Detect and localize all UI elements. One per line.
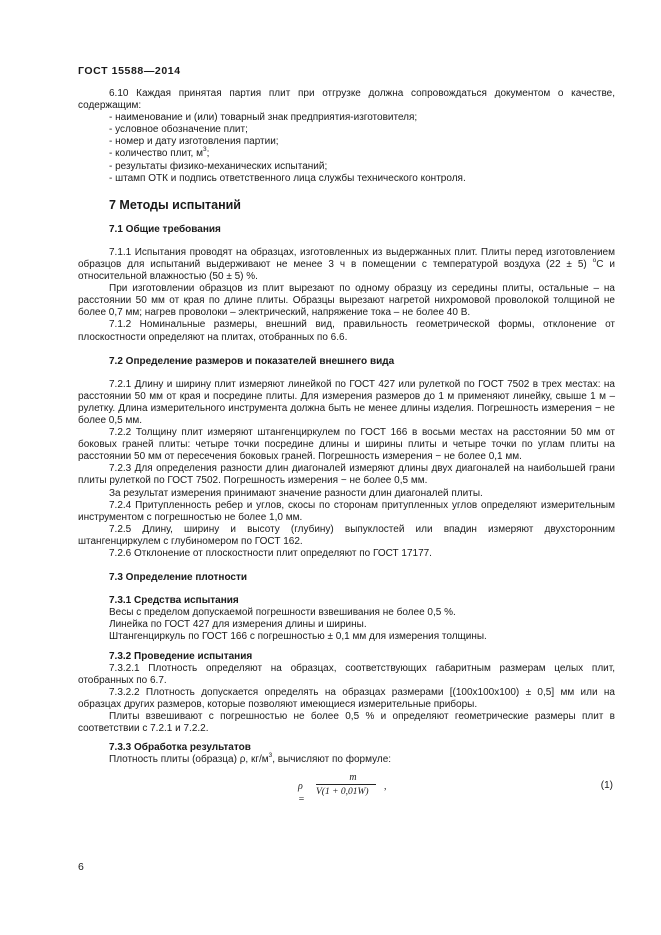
paragraph-7-2-4: 7.2.4 Притупленность ребер и углов, скосы по сторонам притупленных углов определяют измерительным инструментом с погрешностью не более 1,0 мм. [78, 499, 615, 523]
list-item-quantity [78, 148, 615, 160]
paragraph: Штангенциркуль по ГОСТ 166 с погрешностью ± 0,1 мм для измерения толщины. [109, 631, 487, 643]
paragraph-text: 7.1.1 Испытания проводят на образцах, изготовленных из выдержанных плит. Плиты перед изготовлением образцов для испытаний выдерживают не менее 3 ч в помещении с температурой воздуха (22 ± 5) [78, 246, 615, 270]
list-item: - наименование и (или) товарный знак предприятия-изготовителя; [109, 112, 418, 124]
paragraph-7-1-2: 7.1.2 Номинальные размеры, внешний вид, правильность геометрической формы, отклонение от плоскостности определяют на плитах, отобранных по 6.6. [78, 319, 615, 343]
paragraph-text: Плотность плиты (образца) ρ, кг/м [109, 754, 269, 766]
equation-number: (1) [600, 780, 613, 792]
formula-trailing-comma: , [384, 781, 387, 793]
section-6-10-intro: 6.10 Каждая принятая партия плит при отгрузке должна сопровождаться документом о качестве, содержащим: [78, 88, 615, 112]
paragraph-density-formula-intro [78, 754, 615, 766]
formula-lhs: ρ = [298, 781, 305, 805]
list-item: - условное обозначение плит; [109, 124, 248, 136]
list-item: - номер и дату изготовления партии; [109, 136, 279, 148]
subsection-7-3-3-heading: 7.3.3 Обработка результатов [109, 742, 251, 754]
document-body [78, 88, 615, 803]
formula-numerator: m [349, 772, 357, 784]
density-formula [78, 773, 615, 803]
section-7-heading: 7 Методы испытаний [109, 197, 241, 212]
paragraph-7-2-3: 7.2.3 Для определения разности длин диагоналей измеряют длины двух диагоналей на наибольшей грани плиты рулеткой по ГОСТ 7502. Погрешность измерения − не более 0,5 мм. [78, 463, 615, 487]
paragraph: Линейка по ГОСТ 427 для измерения длины и ширины. [109, 619, 367, 631]
subsection-7-3-1-heading: 7.3.1 Средства испытания [109, 595, 239, 607]
paragraph: Весы с пределом допускаемой погрешности взвешивания не более 0,5 %. [109, 607, 456, 619]
degree-superscript: о [592, 256, 597, 264]
formula-denominator: V(1 + 0,01W) [316, 787, 369, 798]
list-item: - результаты физико-механических испытаний; [109, 160, 328, 172]
paragraph: При изготовлении образцов из плит вырезают по одному образцу из середины плиты, остальные – на расстоянии 50 мм от края по длине плиты. Образцы вырезают нагретой нихромовой проволокой толщиной не более 0,7 мм; нагрев проволоки – электрический, напряжение тока – не более 40 В. [78, 283, 615, 319]
list-item: - штамп ОТК и подпись ответственного лица службы технического контроля. [109, 172, 466, 184]
paragraph: Плиты взвешивают с погрешностью не более 0,5 % и определяют геометрические размеры плит в соответствии с 7.2.1 и 7.2.2. [78, 711, 615, 735]
punctuation: ; [206, 148, 210, 160]
paragraph-7-3-2-2: 7.3.2.2 Плотность допускается определять на образцах размерами [(100х100х100) ± 0,5] мм или на образцах других размеров, которые позволяют имеющиеся измерительные приборы. [78, 686, 615, 710]
subsection-7-2-heading: 7.2 Определение размеров и показателей внешнего вида [109, 355, 395, 367]
fraction-bar [316, 784, 376, 785]
list-item-text: - количество плит, м [109, 148, 203, 160]
paragraph-7-1-1 [78, 247, 615, 283]
page-header-doc-code: ГОСТ 15588—2014 [78, 65, 181, 77]
superscript: 3 [268, 752, 273, 760]
paragraph-7-3-2-1: 7.3.2.1 Плотность определяют на образцах, соответствующих габаритным размерам целых плит, отобранных по 6.7. [78, 662, 615, 686]
subsection-7-3-2-heading: 7.3.2 Проведение испытания [109, 650, 253, 662]
paragraph-7-2-6: 7.2.6 Отклонение от плоскостности плит определяют по ГОСТ 17177. [109, 548, 432, 559]
superscript: 3 [203, 146, 207, 154]
subsection-7-3-heading: 7.3 Определение плотности [109, 572, 248, 584]
paragraph-text: С и относительной влажностью (50 ± 5) %. [78, 258, 615, 283]
paragraph-7-2-1: 7.2.1 Длину и ширину плит измеряют линейкой по ГОСТ 427 или рулеткой по ГОСТ 7502 в трех местах: на расстоянии 50 мм от края и посредине плиты. Для измерения размеров до 1 м применяют линейку, свыше 1 м – рулетку. Длина измерительного инструмента должна быть не менее длины изделия. Погрешность измерения − не более 0,5 мм. [78, 378, 615, 426]
subsection-7-1-heading: 7.1 Общие требования [109, 223, 221, 235]
page-number: 6 [78, 861, 84, 873]
paragraph-7-2-5: 7.2.5 Длину, ширину и высоту (глубину) выпуклостей или впадин измеряют двухсторонним штангенциркулем с глубиномером по ГОСТ 162. [78, 523, 615, 547]
paragraph: За результат измерения принимают значение разности длин диагоналей плиты. [109, 487, 483, 499]
paragraph-text: , вычисляют по формуле: [272, 754, 392, 766]
paragraph-7-2-2: 7.2.2 Толщину плит измеряют штангенциркулем по ГОСТ 166 в восьми местах на расстоянии 50 мм от боковых граней плиты: четыре точки посредине длины и ширины плиты и четыре точки по углам плиты на расстоянии 50 мм от пересечения боковых граней. Погрешность измерения − не более 0,1 мм. [78, 427, 615, 463]
